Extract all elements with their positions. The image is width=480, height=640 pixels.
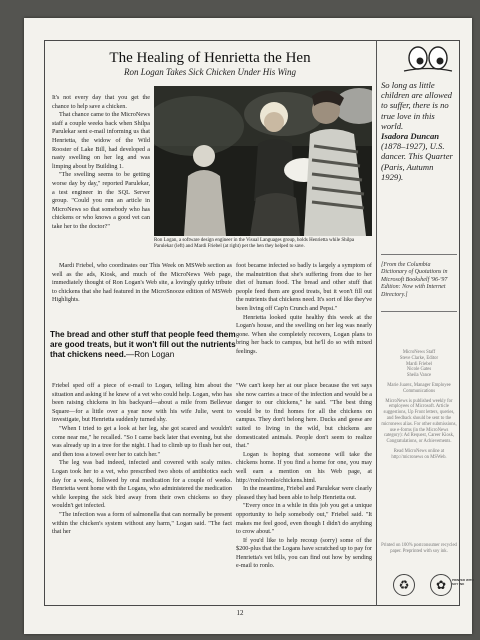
mid-right-column bbox=[236, 262, 372, 357]
recycle-icon: ♻ bbox=[393, 574, 415, 596]
cartoon-eyes-icon bbox=[398, 44, 458, 74]
staff-title: MicroNews Staff bbox=[402, 350, 436, 355]
staff-online: Read MicroNews online at http://micronews on MSWeb. bbox=[391, 448, 447, 460]
paragraph: "The swelling seems to be getting worse day by day," reported Parulekar, a test engineer in the SQL Server group. "Could you run an article in MicroNews so that somebody who has chickens or who knows a good vet can take her to the doctor?" bbox=[52, 171, 150, 230]
pull-quote-attribution: —Ron Logan bbox=[126, 350, 175, 359]
sidebar-divider bbox=[376, 40, 377, 606]
paragraph: "The infection was a form of salmonella that can normally be present within the chicken's system without any harm," Logan said. "The fact that her bbox=[52, 510, 232, 536]
printed-notice: Printed on 100% postconsumer recycled paper. Preprinted with soy ink. bbox=[381, 543, 457, 554]
bottom-left-column bbox=[52, 382, 232, 537]
quote-author: Isadora Duncan bbox=[381, 131, 440, 142]
paragraph: The leg was bad indeed, infected and covered with scaly mites. Logan took her to a vet, who prescribed two shots of antibiotics each day for a week, followed by oral medication for a couple of weeks. Henrietta went home with the Logans, who administered the medication while keeping the sick bird away from their own chickens so they wouldn't get infected. bbox=[52, 459, 232, 510]
page-number: 12 bbox=[236, 609, 244, 617]
staff-name: Sheila Vance bbox=[406, 373, 432, 379]
paragraph: That chance came to the MicroNews staff a couple weeks back when Shilpa Parulekar sent e-mail informing us that Henrietta, the widow of the Wild Rooster of Lake Bill, had developed a nasty swelling on her leg and was limping about by Building 1. bbox=[52, 111, 150, 170]
staff-name: Steve Clarke, Editor bbox=[399, 355, 439, 361]
photo-caption: Ron Logan, a software design engineer in the Visual Languages group, holds Henrietta while Shilpa Parulekar (left) and Mardi Friebel (at right) pet the hen they helped to save. bbox=[154, 238, 355, 250]
quote-author-info: (1878–1927), U.S. dancer. This Quarter (Paris, Autumn 1929). bbox=[381, 141, 453, 182]
paragraph: "We can't keep her at our place because the vet says she now carries a trace of the infection and would be a danger to our chickens," he said. "The best thing would be to find homes for all the chickens on campus. They don't belong here. Ducks and geese are suited to living in the wild, but chickens are domesticated animals. People don't seem to realize that." bbox=[236, 382, 372, 450]
quote-source: [From the Columbia Dictionary of Quotations in Microsoft Bookshelf '96-'97 Edition: Now with Internet Directory.] bbox=[381, 262, 448, 298]
paragraph: It's not every day that you get the chance to help save a chicken. bbox=[52, 94, 150, 110]
bottom-right-column bbox=[236, 382, 372, 571]
pull-quote bbox=[50, 330, 240, 360]
sidebar-quote bbox=[381, 80, 457, 182]
paragraph: Henrietta looked quite healthy this week at the Logan's house, and the swelling on her leg was nearly gone. When she completely recovers, Logan plans to bring her back to campus, but he'll do so with mixed feelings. bbox=[236, 313, 372, 355]
paragraph: If you'd like to help recoup (sorry) some of the $200-plus that the Logans have scratched up to pay for Henrietta's vet bills, you can find out how by sending e-mail to ronlo. bbox=[236, 536, 372, 570]
paragraph: foot became infected so badly is largely a symptom of the malnutrition that she's suffering from due to her diet of human food. The bread and other stuff that people feed them are good treats, but it won't fill out the nutrients that chickens need. It's sort of like they've been living off Cap'n Crunch and Pepsi." bbox=[236, 262, 372, 312]
article-headline: The Healing of Henrietta the Hen bbox=[109, 50, 311, 66]
article-subhead: Ron Logan Takes Sick Chicken Under His Wing bbox=[124, 67, 296, 77]
soy-ink-icon: ✿ bbox=[430, 574, 452, 596]
staff-manager: Marie Juarez, Manager Employee Communications bbox=[387, 382, 451, 394]
pull-quote-text: The bread and other stuff that people feed them are good treats, but it won't fill out the nutrients that chickens need. bbox=[50, 330, 236, 359]
mid-left-column bbox=[52, 262, 232, 305]
paragraph: "Every once in a while in this job you get a unique opportunity to help somebody out," Friebel said. "It makes me feel good, even though I didn't do anything to crow about." bbox=[236, 502, 372, 536]
quote-text: So long as little children are allowed to suffer, there is no true love in this world. bbox=[381, 80, 452, 131]
soy-ink-label: PRINTED WITH SOY INK bbox=[452, 578, 474, 586]
paragraph: "When I tried to get a look at her leg, she got scared and wouldn't come near me," he recalled. "So I came back later that evening, but she was already up in a tree for the night. I had to climb up to flush her out, and then toss a towel over her to catch her." bbox=[52, 424, 232, 458]
article-photo bbox=[154, 86, 372, 236]
paragraph: Friebel sped off a piece of e-mail to Logan, telling him about the situation and asking if he knew of a vet who could help. Logan, who has been raising chickens in his backyard—about a mile from Bellevue Square—for a little over a year now with his wife Julie, went to investigate, but Henrietta suddenly turned shy. bbox=[52, 382, 232, 424]
staff-name: Nicole Gates bbox=[406, 367, 432, 373]
paragraph: Logan is hoping that someone will take the chickens home. If you find a home for one, you may well earn a mention on his Web page, at http://ronlo/ronlo/chickens.html. bbox=[236, 450, 372, 484]
staff-about: MicroNews is published weekly for employees of Microsoft. Article suggestions, Up Front letters, queries, and feedback should be sent to the micronews alias. For other submissions, use e-forms (in the MicroNews category): Ad Request, Career Kiosk, Congratulations, or Achievements. bbox=[381, 398, 457, 445]
left-column bbox=[52, 94, 150, 232]
paragraph: In the meantime, Friebel and Parulekar were clearly pleased they had been able to help Henrietta out. bbox=[236, 485, 372, 501]
staff-name: Mardi Friebel bbox=[406, 361, 432, 367]
staff-box bbox=[381, 350, 457, 461]
paragraph: Mardi Friebel, who coordinates our This Week on MSWeb section as well as the ads, Kiosk, and much of the MicroNews Web page, immediately thought of Ron Logan's Web site, a lovingly quirky tribute to chickens that she had featured in the MicroSnooze edition of MSWeb Highlights. bbox=[52, 262, 232, 304]
